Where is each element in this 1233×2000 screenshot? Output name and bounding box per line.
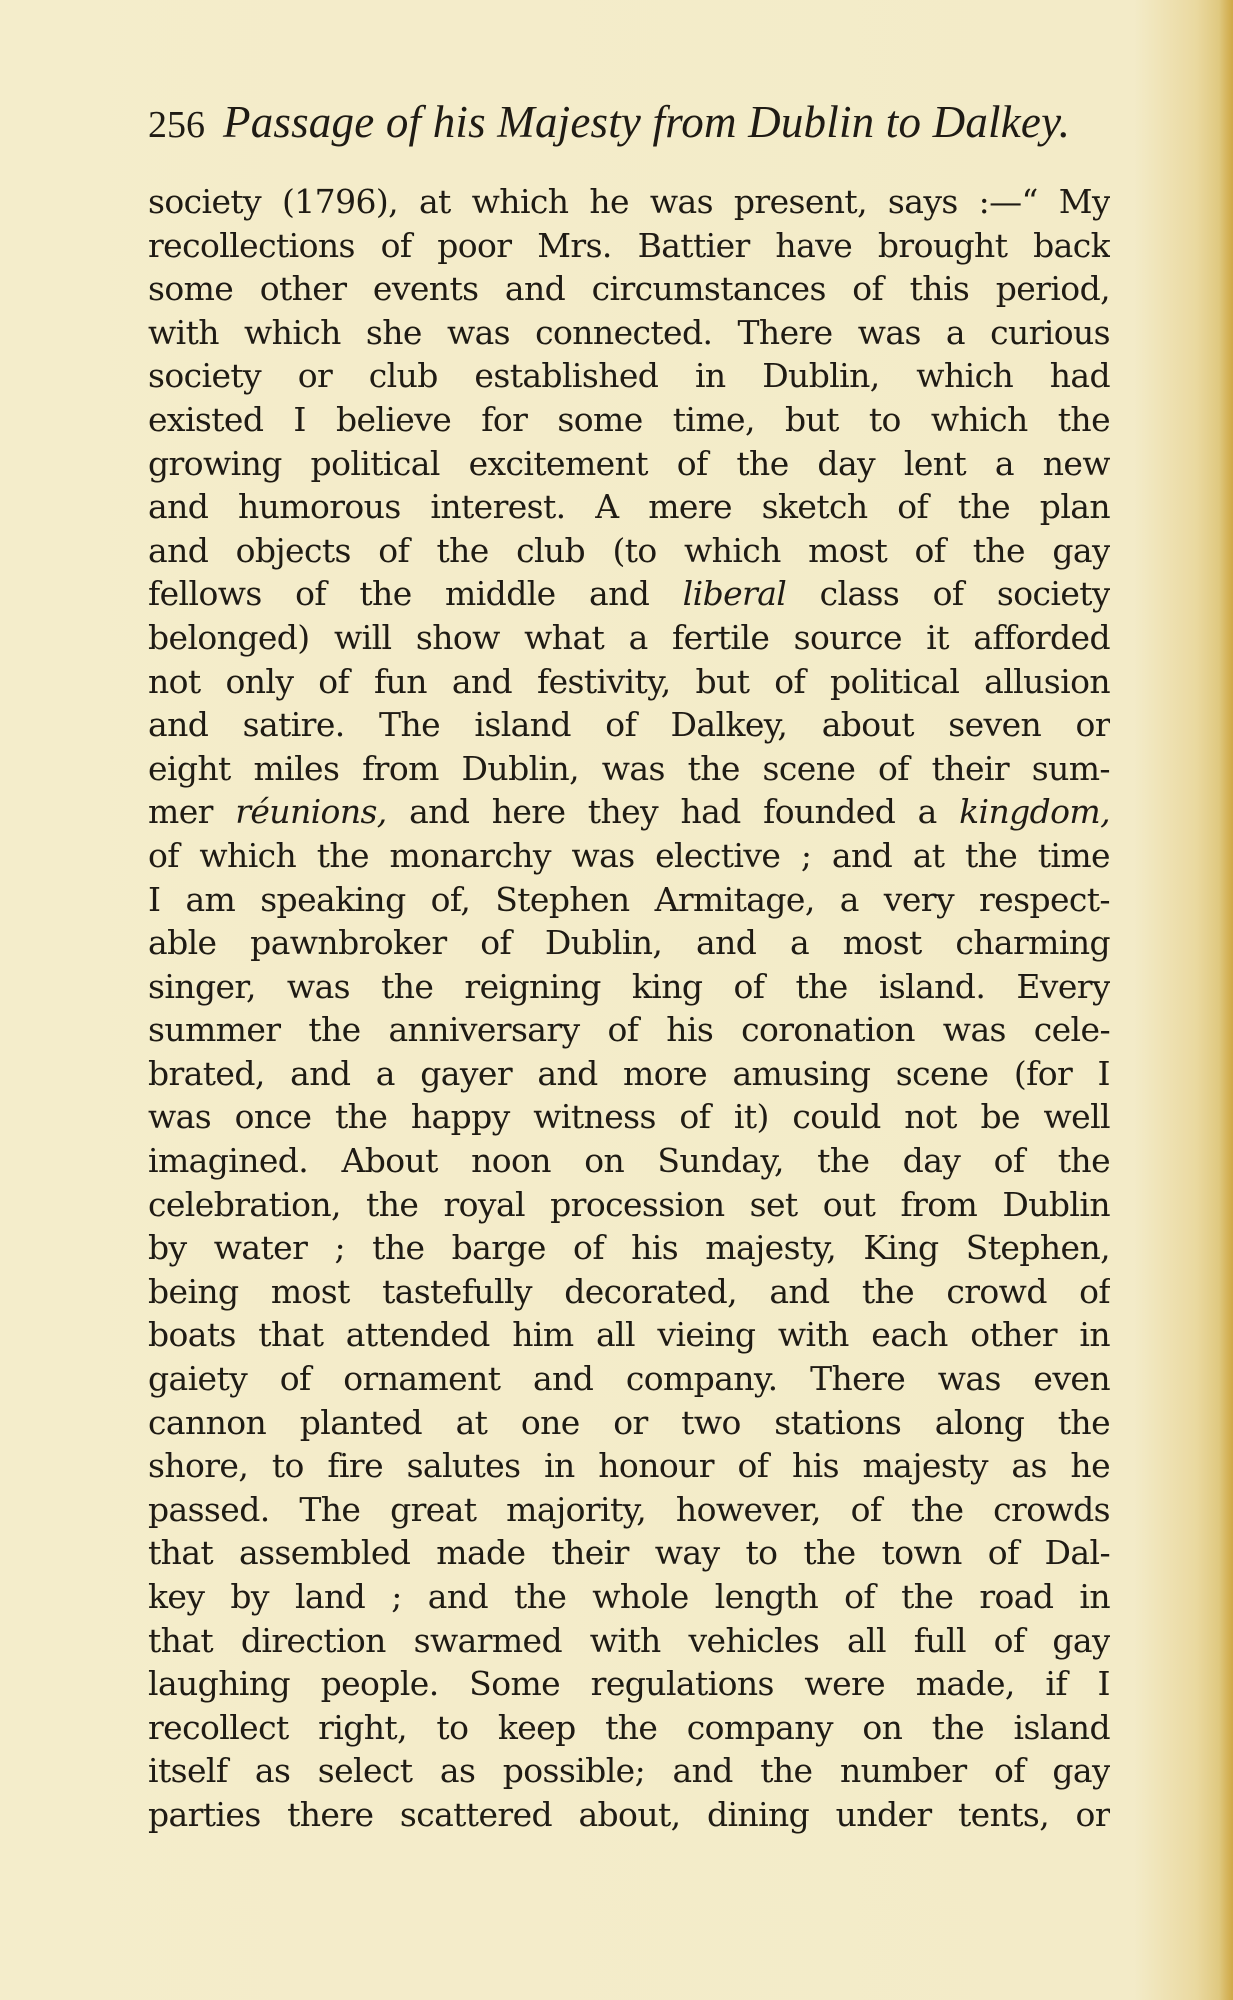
running-title: Passage of his Majesty from Dublin to Dalkey. (223, 97, 1071, 147)
text-segment: I am speaking of, Stephen Armitage, a very respect- (148, 879, 1110, 919)
text-segment: itself as select as possible; and the number of gay (148, 1751, 1110, 1791)
text-line (148, 224, 1110, 268)
text-line (148, 572, 1110, 616)
page-number: 256 (148, 104, 205, 146)
text-segment: that assembled made their way to the town of Dal- (148, 1533, 1110, 1573)
italic-text: kingdom, (959, 792, 1110, 832)
text-segment: that direction swarmed with vehicles all full of gay (148, 1620, 1110, 1660)
text-segment: and humorous interest. A mere sketch of the plan (148, 487, 1110, 527)
text-line (148, 747, 1110, 791)
text-line (148, 1444, 1110, 1488)
text-segment: able pawnbroker of Dublin, and a most charming (148, 923, 1110, 963)
text-segment: not only of fun and festivity, but of political allusion (148, 661, 1110, 701)
text-segment: belonged) will show what a fertile source it afforded (148, 617, 1110, 657)
text-segment: growing political excitement of the day lent a new (148, 443, 1110, 483)
text-segment: singer, was the reigning king of the island. Every (148, 966, 1110, 1006)
text-segment: celebration, the royal procession set out from Dublin (148, 1184, 1110, 1224)
text-segment: summer the anniversary of his coronation was cele- (148, 1010, 1110, 1050)
italic-text: liberal (682, 574, 787, 614)
text-line (148, 1531, 1110, 1575)
text-segment: some other events and circumstances of this period, (148, 269, 1110, 309)
text-line (148, 1095, 1110, 1139)
text-line (148, 1706, 1110, 1750)
text-line (148, 311, 1110, 355)
text-segment: parties there scattered about, dining under tents, or (148, 1794, 1110, 1834)
text-line (148, 921, 1110, 965)
text-line (148, 1313, 1110, 1357)
text-segment: eight miles from Dublin, was the scene of their sum- (148, 748, 1110, 788)
page-header (148, 96, 1128, 152)
text-segment: mer (148, 792, 236, 832)
text-segment: brated, and a gayer and more amusing scene (for I (148, 1053, 1110, 1093)
text-line (148, 660, 1110, 704)
text-line (148, 703, 1110, 747)
page-edge (1219, 0, 1233, 2000)
text-segment: shore, to fire salutes in honour of his majesty as he (148, 1446, 1110, 1486)
text-segment: existed I believe for some time, but to which the (148, 399, 1110, 439)
text-segment: society (1796), at which he was present, says :—“ My (148, 182, 1110, 221)
text-line (148, 1401, 1110, 1445)
text-line (148, 398, 1110, 442)
text-line (148, 529, 1110, 573)
text-segment: and satire. The island of Dalkey, about seven or (148, 705, 1110, 745)
text-segment: being most tastefully decorated, and the crowd of (148, 1271, 1110, 1311)
text-line (148, 1749, 1110, 1793)
text-line (148, 1183, 1110, 1227)
text-segment: was once the happy witness of it) could not be well (148, 1097, 1110, 1137)
text-segment: by water ; the barge of his majesty, King Stephen, (148, 1228, 1110, 1268)
text-segment: cannon planted at one or two stations along the (148, 1402, 1110, 1442)
text-line (148, 1139, 1110, 1183)
text-segment: passed. The great majority, however, of the crowds (148, 1489, 1110, 1529)
text-line (148, 834, 1110, 878)
text-segment: key by land ; and the whole length of the road in (148, 1577, 1110, 1616)
text-segment: imagined. About noon on Sunday, the day of the (148, 1141, 1110, 1181)
text-segment: recollections of poor Mrs. Battier have brought back (148, 225, 1110, 265)
text-line (148, 1052, 1110, 1096)
text-segment: boats that attended him all vieing with each other in (148, 1315, 1110, 1355)
text-segment: with which she was connected. There was a curious (148, 312, 1110, 352)
text-segment: laughing people. Some regulations were made, if I (148, 1664, 1110, 1704)
text-line (148, 790, 1110, 834)
text-segment: and here they had founded a (386, 792, 960, 832)
text-line (148, 1488, 1110, 1532)
text-segment: gaiety of ornament and company. There was even (148, 1359, 1110, 1399)
text-segment: of which the monarchy was elective ; and at the time (148, 835, 1110, 875)
italic-text: réunions, (235, 792, 387, 832)
text-line (148, 1793, 1110, 1837)
text-line (148, 267, 1110, 311)
text-line (148, 485, 1110, 529)
text-line (148, 1270, 1110, 1314)
text-segment: society or club established in Dublin, which had (148, 356, 1110, 396)
text-segment: recollect right, to keep the company on the island (148, 1707, 1110, 1747)
text-line (148, 1619, 1110, 1663)
text-line (148, 616, 1110, 660)
body-text (148, 180, 1110, 1837)
text-line (148, 1226, 1110, 1270)
text-segment: class of society (786, 574, 1110, 614)
text-segment: fellows of the middle and (148, 574, 683, 614)
text-line (148, 1008, 1110, 1052)
text-line (148, 965, 1110, 1009)
text-line (148, 354, 1110, 398)
text-line (148, 442, 1110, 486)
text-line (148, 180, 1110, 224)
text-line (148, 878, 1110, 922)
text-segment: and objects of the club (to which most of the gay (148, 530, 1110, 570)
text-line (148, 1662, 1110, 1706)
text-line (148, 1357, 1110, 1401)
text-line (148, 1575, 1110, 1619)
